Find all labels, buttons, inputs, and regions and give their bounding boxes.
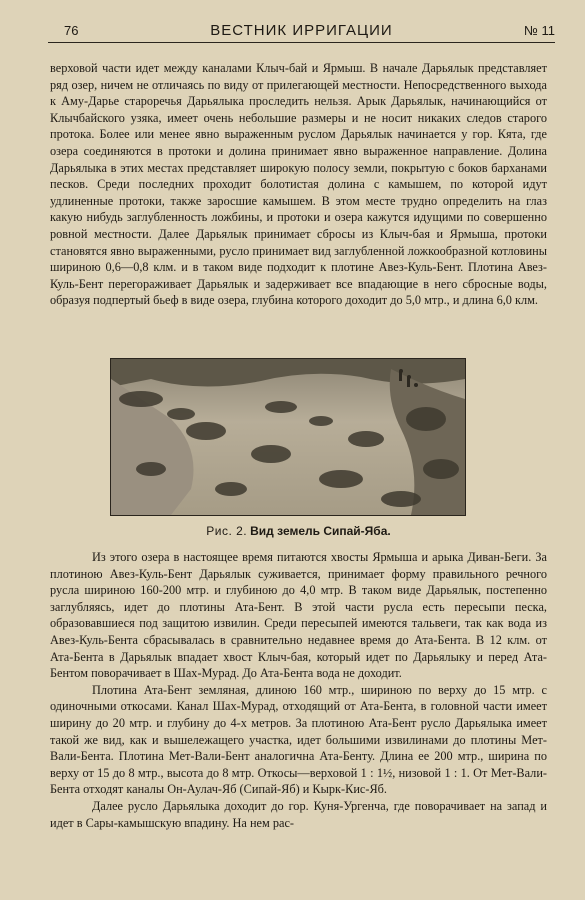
- paragraph: Из этого озера в настоящее время питаются хвосты Ярмыша и арыка Диван-Беги. За плотиною Авез-Куль-Бент Дарьялык суживается, принимает форму правильного речного русла шириною 160-200 мтр. и глубиною до 4,0 мтр. В таком виде Дарьялык, постепенно заглубляясь, идет до плотины Ата-Бент. В этой части русла есть пересыпи песка, образовавшиеся под защитою извилин. Среди пересыпей имеются тальвеги, так как вода из Авез-Куль-Бента сбрасывалась в сравнительно недавнее время до Ата-Бента. В 12 клм. от Ата-Бента в Дарьялык впадает хвост Клыч-бая, который идет по Дарьялыку и перед Ата-Бентом поворачивает в Шах-Мурад. До Ата-Бента вода не доходит.: [50, 550, 547, 681]
- photo-figure: [110, 358, 466, 516]
- journal-title: ВЕСТНИК ИРРИГАЦИИ: [210, 22, 393, 39]
- paragraph: Плотина Ата-Бент земляная, длиною 160 мтр., шириною по верху до 15 мтр. с одиночными откосами. Канал Шах-Мурад, отходящий от Ата-Бента, в головной части имеет ширину до 20 мтр. и глубину до 4-х метров. За плотиною Ата-Бент русло Дарьялыка имеет такой же вид, как и вышележащего участка, идет большими извилинами до плотины Мет-Вали-Бента. Плотина Мет-Вали-Бент аналогична Ата-Бенту. Длина ее 200 мтр., ширина по верху от 15 до 8 мтр., высота до 8 мтр. Откосы—верховой 1 : 1½, низовой 1 : 1. От Мет-Вали-Бента отходят каналы Он-Аулач-Яб (Сипай-Яб) и Кырк-Кис-Яб.: [50, 682, 547, 797]
- figure-label: Рис. 2.: [206, 524, 248, 538]
- paragraph: Далее русло Дарьялыка доходит до гор. Куня-Ургенча, где поворачивает на запад и идет в Сары-камышскую впадину. На нем рас-: [50, 798, 547, 830]
- text-block-bottom: [50, 549, 547, 831]
- page-header: [48, 22, 555, 43]
- figure-title: Вид земель Сипай-Яба.: [250, 524, 391, 538]
- paragraph: верховой части идет между каналами Клыч-бай и Ярмыш. В начале Дарьялык представляет ряд озер, ничем не отличаясь по виду от прилегающей местности. Непосредственного выхода к Аму-Дарье староречья Дарьялыка проследить нельзя. Арык Дарьялык, начинающийся от Клычбайского узяка, имеет очень небольшие размеры и не носит никаких следов старого протока. Более или менее явно выраженным руслом Дарьялык начинается у гор. Кята, где озера соединяются в протоки и долина принимает явно выраженное направление. Долина Дарьялыка в этих местах представляет широкую полосу земли, покрытую с боков барханами песков. Среди последних проходит болотистая долина с камышем, по которой идут удлиненные протоки, также заросшие камышем. В этом месте трудно определить на глаз какую нибудь заглубленность ложбины, и протоки и озера кажутся идущими по совершенно ровной местности. Далее Дарьялык принимает сбросы из Клыч-бая и Ярмыша, протоки становятся явно выраженными, русло принимает вид заглубленной ложкообразной котловины шириною 0,6—0,8 клм. и в таком виде подходит к плотине Авез-Куль-Бент. Плотина Авез-Куль-Бент перегораживает Дарьялык и задерживает все впадающие в него сбросные воды, образуя подпертый бьеф в виде озера, глубина которого доходит до 5,0 мтр., и длина 6,0 клм.: [50, 61, 547, 308]
- figure-caption: [50, 524, 547, 539]
- text-block-top: [50, 60, 547, 309]
- page-number: 76: [64, 23, 79, 38]
- issue-number: № 11: [523, 23, 555, 38]
- landscape-photo: [111, 359, 465, 515]
